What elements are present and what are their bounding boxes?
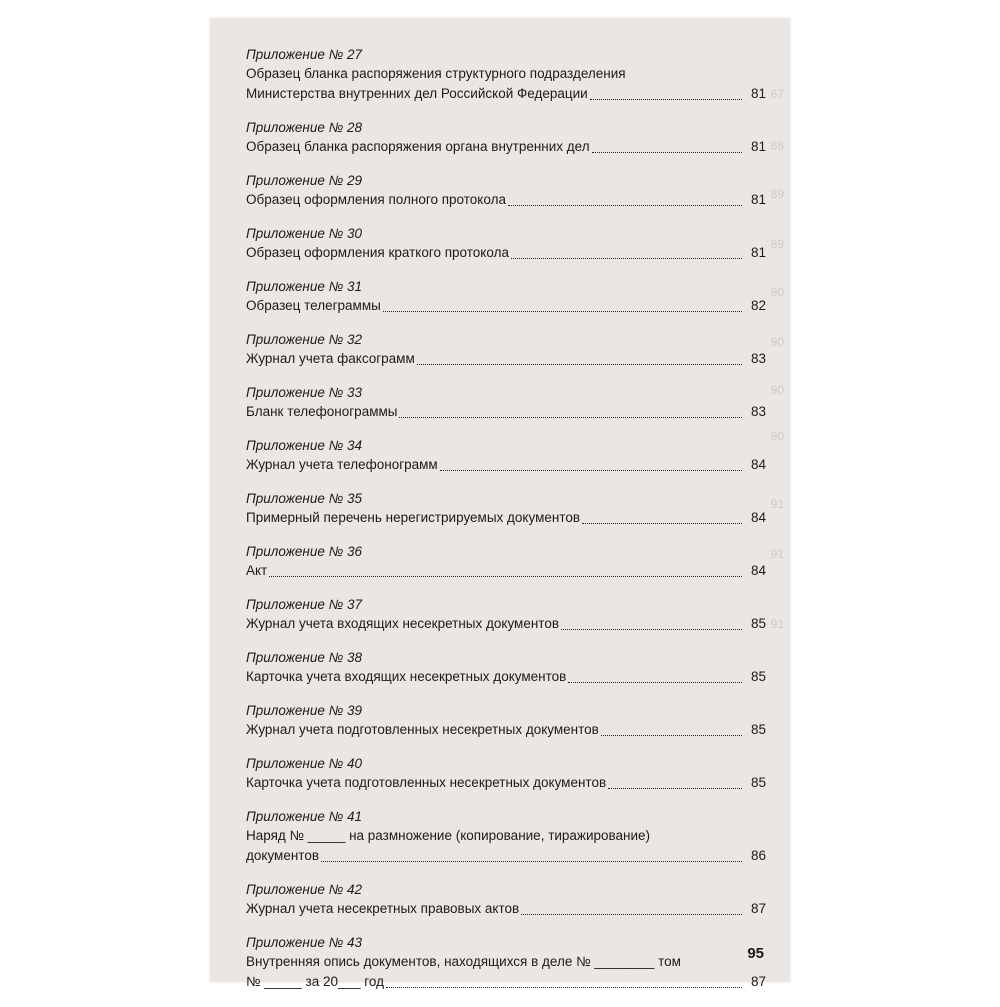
entry-page-number: 86 [750,848,766,863]
toc-entry[interactable] [246,881,766,919]
leader-dots [608,787,742,789]
toc-entry[interactable] [246,596,766,634]
entry-line [246,508,766,528]
toc-entry[interactable] [246,934,766,992]
entry-line [246,614,766,634]
toc-entry[interactable] [246,755,766,793]
entry-page-number: 81 [750,245,766,260]
page-number: 95 [747,945,764,962]
appendix-title: Приложение № 37 [246,597,363,612]
entry-text: Журнал учета несекретных правовых актов [246,901,520,916]
toc-entry[interactable] [246,331,766,369]
leader-dots [386,986,742,988]
entry-line [246,561,766,581]
leader-dots [511,257,742,259]
appendix-title: Приложение № 41 [246,809,363,824]
appendix-title: Приложение № 27 [246,47,363,62]
entry-text: Журнал учета факсограмм [246,351,415,366]
entry-text: Журнал учета входящих несекретных документов [246,616,559,631]
entry-line [246,455,766,475]
appendix-title: Приложение № 40 [246,756,363,771]
entry-line [246,846,766,866]
entry-page-number: 81 [750,192,766,207]
leader-dots [321,860,742,862]
toc-entry[interactable] [246,172,766,210]
leader-dots [417,363,742,365]
leader-dots [383,310,742,312]
leader-dots [399,416,742,418]
entry-text: Примерный перечень нерегистрируемых документов [246,510,581,525]
toc-entry[interactable] [246,119,766,157]
toc-entry[interactable] [246,808,766,866]
entry-text: Бланк телефонограммы [246,404,398,419]
appendix-title: Приложение № 42 [246,882,363,897]
entry-line [246,84,766,104]
entry-page-number: 84 [750,457,766,472]
entry-page-number: 83 [750,404,766,419]
leader-dots [590,98,742,100]
appendix-title: Приложение № 29 [246,173,363,188]
table-of-contents [246,46,766,1007]
entry-text: № _____ за 20___ год [246,974,384,989]
show-through-text: 67 68 89 89 90 90 90 90 91 91 91 [770,87,784,631]
appendix-title: Приложение № 43 [246,935,363,950]
entry-text: Образец телеграммы [246,298,381,313]
toc-entry[interactable] [246,278,766,316]
entry-text: Министерства внутренних дел Российской Федерации [246,86,588,101]
entry-line [246,190,766,210]
entry-text-line: Наряд № _____ на размножение (копирование, тиражирование) [246,828,651,843]
entry-page-number: 84 [750,563,766,578]
toc-entry[interactable] [246,543,766,581]
entry-page-number: 83 [750,351,766,366]
entry-page-number: 87 [750,974,766,989]
leader-dots [521,913,742,915]
appendix-title: Приложение № 36 [246,544,363,559]
leader-dots [592,151,742,153]
appendix-title: Приложение № 31 [246,279,363,294]
entry-text: Образец оформления полного протокола [246,192,506,207]
appendix-title: Приложение № 32 [246,332,363,347]
entry-text: Образец оформления краткого протокола [246,245,509,260]
entry-text: Карточка учета входящих несекретных документов [246,669,567,684]
entry-text: Журнал учета телефонограмм [246,457,438,472]
entry-page-number: 82 [750,298,766,313]
appendix-title: Приложение № 30 [246,226,363,241]
leader-dots [561,628,742,630]
entry-line [246,720,766,740]
entry-page-number: 81 [750,86,766,101]
toc-entry[interactable] [246,490,766,528]
appendix-title: Приложение № 34 [246,438,363,453]
entry-text: Акт [246,563,268,578]
entry-line [246,296,766,316]
leader-dots [508,204,742,206]
toc-entry[interactable] [246,437,766,475]
entry-text: документов [246,848,319,863]
entry-text: Журнал учета подготовленных несекретных документов [246,722,599,737]
leader-dots [568,681,742,683]
leader-dots [269,575,742,577]
toc-entry[interactable] [246,225,766,263]
entry-page-number: 84 [750,510,766,525]
leader-dots [582,522,742,524]
entry-line [246,137,766,157]
entry-text-line: Образец бланка распоряжения структурного подразделения [246,66,626,81]
leader-dots [440,469,742,471]
entry-page-number: 85 [750,616,766,631]
appendix-title: Приложение № 33 [246,385,363,400]
toc-entry[interactable] [246,384,766,422]
toc-entry[interactable] [246,46,766,104]
entry-line [246,773,766,793]
entry-line [246,402,766,422]
book-page [210,18,790,989]
entry-line [246,349,766,369]
appendix-title: Приложение № 38 [246,650,363,665]
appendix-title: Приложение № 35 [246,491,363,506]
entry-page-number: 81 [750,139,766,154]
entry-text-line: Внутренняя опись документов, находящихся в деле № ________ том [246,954,681,969]
appendix-title: Приложение № 39 [246,703,363,718]
entry-line [246,899,766,919]
appendix-title: Приложение № 28 [246,120,363,135]
entry-text: Образец бланка распоряжения органа внутренних дел [246,139,590,154]
entry-page-number: 85 [750,722,766,737]
leader-dots [601,734,742,736]
toc-entry[interactable] [246,649,766,687]
entry-page-number: 85 [750,669,766,684]
entry-page-number: 85 [750,775,766,790]
toc-entry[interactable] [246,702,766,740]
entry-text: Карточка учета подготовленных несекретных документов [246,775,607,790]
entry-line [246,243,766,263]
entry-page-number: 87 [750,901,766,916]
entry-line [246,667,766,687]
toc-entries [246,46,766,992]
entry-line [246,972,766,992]
